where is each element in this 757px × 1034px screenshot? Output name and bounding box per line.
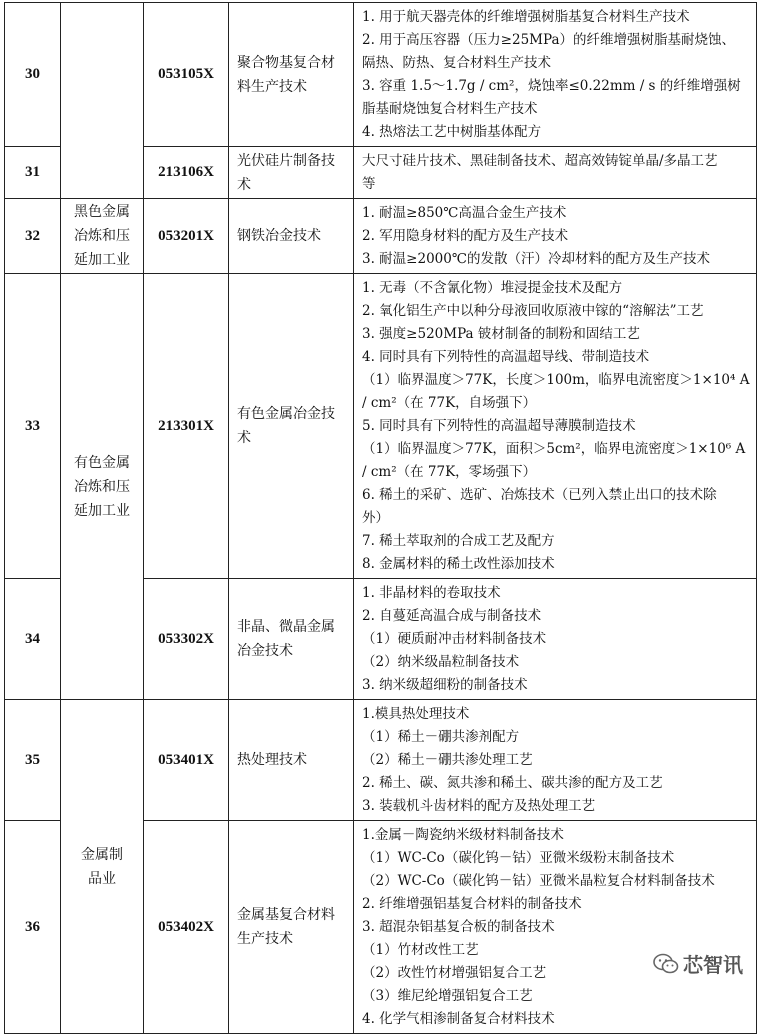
tech-description: [354, 147, 757, 199]
watermark-text: 芯智讯: [683, 953, 743, 977]
desc-line: 1.模具热处理技术: [362, 706, 470, 722]
row-number: 31: [5, 147, 61, 199]
row-number: 33: [5, 274, 61, 579]
desc-line: 3. 容重 1.5～1.7g / cm²，烧蚀率≤0.22mm / s 的纤维增强树: [362, 78, 741, 94]
desc-line: 1. 非晶材料的卷取技术: [362, 585, 501, 601]
tech-description: [354, 199, 757, 274]
table-row: [5, 3, 757, 147]
desc-line: （2）纳米级晶粒制备技术: [362, 654, 520, 670]
industry-cell: [61, 199, 144, 274]
desc-line: / cm²（在 77K，零场强下）: [362, 464, 537, 480]
desc-line: 3. 装载机斗齿材料的配方及热处理工艺: [362, 798, 596, 814]
industry-cell: [61, 700, 144, 1034]
row-number: 34: [5, 579, 61, 700]
tech-code: 053302X: [144, 579, 229, 700]
tech-name: 光伏硅片制备技术: [229, 147, 354, 199]
desc-line: 3. 纳米级超细粉的制备技术: [362, 677, 528, 693]
tech-code: 213106X: [144, 147, 229, 199]
desc-line: / cm²（在 77K，自场强下）: [362, 395, 537, 411]
desc-line: （2）稀土－硼共渗处理工艺: [362, 752, 533, 768]
tech-name: 有色金属冶金技术: [229, 274, 354, 579]
desc-line: （3）维尼纶增强铝复合工艺: [362, 988, 533, 1004]
tech-name: 钢铁冶金技术: [229, 199, 354, 274]
desc-line: （1）竹材改性工艺: [362, 942, 479, 958]
tech-name: 金属基复合材料生产技术: [229, 821, 354, 1034]
table-row: [5, 274, 757, 579]
desc-line: 3. 耐温≥2000℃的发散（汗）冷却材料的配方及生产技术: [362, 251, 710, 267]
row-number: 36: [5, 821, 61, 1034]
tech-name: 热处理技术: [229, 700, 354, 821]
tech-code: 053105X: [144, 3, 229, 147]
row-number: 30: [5, 3, 61, 147]
desc-line: 等: [362, 176, 376, 192]
desc-line: （2）改性竹材增强铝复合工艺: [362, 965, 547, 981]
table-row: [5, 700, 757, 821]
desc-line: 8. 金属材料的稀土改性添加技术: [362, 556, 555, 572]
desc-line: 4. 同时具有下列特性的高温超导线、带制造技术: [362, 349, 650, 365]
desc-line: 1. 用于航天器壳体的纤维增强树脂基复合材料生产技术: [362, 9, 690, 25]
tech-code: 053401X: [144, 700, 229, 821]
desc-line: （1）硬质耐冲击材料制备技术: [362, 631, 547, 647]
desc-line: 隔热、防热、复合材料生产技术: [362, 55, 551, 71]
industry-cell: [61, 274, 144, 700]
industry-cell: [61, 3, 144, 199]
desc-line: 外）: [362, 510, 389, 526]
watermark: [653, 949, 743, 978]
tech-name: 非晶、微晶金属冶金技术: [229, 579, 354, 700]
tech-description: [354, 700, 757, 821]
desc-line: （1）WC-Co（碳化钨－钴）亚微米级粉末制备技术: [362, 850, 675, 866]
desc-line: （1）稀土－硼共渗剂配方: [362, 729, 520, 745]
row-number: 35: [5, 700, 61, 821]
tech-description: [354, 274, 757, 579]
table-row: [5, 199, 757, 274]
desc-line: 2. 纤维增强铝基复合材料的制备技术: [362, 896, 582, 912]
desc-line: 3. 超混杂铝基复合板的制备技术: [362, 919, 555, 935]
desc-line: 2. 稀土、碳、氮共渗和稀土、碳共渗的配方及工艺: [362, 775, 663, 791]
desc-line: 5. 同时具有下列特性的高温超导薄膜制造技术: [362, 418, 636, 434]
tech-code: 053402X: [144, 821, 229, 1034]
tech-code: 213301X: [144, 274, 229, 579]
tech-code: 053201X: [144, 199, 229, 274]
tech-description: [354, 3, 757, 147]
desc-line: 4. 化学气相渗制备复合材料技术: [362, 1011, 555, 1027]
desc-line: 7. 稀土萃取剂的合成工艺及配方: [362, 533, 555, 549]
row-number: 32: [5, 199, 61, 274]
desc-line: 2. 氧化铝生产中以种分母液回收原液中镓的“溶解法”工艺: [362, 303, 704, 319]
tech-description: [354, 579, 757, 700]
desc-line: 脂基耐烧蚀复合材料生产技术: [362, 101, 538, 117]
desc-line: 6. 稀土的采矿、选矿、冶炼技术（已列入禁止出口的技术除: [362, 487, 717, 503]
desc-line: 1. 无毒（不含氰化物）堆浸提金技术及配方: [362, 280, 623, 296]
desc-line: 3. 强度≥520MPa 铍材制备的制粉和固结工艺: [362, 326, 640, 342]
technology-table: [4, 2, 757, 1034]
desc-line: 4. 热熔法工艺中树脂基体配方: [362, 124, 542, 140]
desc-line: 2. 军用隐身材料的配方及生产技术: [362, 228, 569, 244]
desc-line: （1）临界温度＞77K，面积＞5cm²，临界电流密度＞1×10⁶ A: [362, 441, 746, 457]
tech-name: 聚合物基复合材料生产技术: [229, 3, 354, 147]
desc-line: 1.金属－陶瓷纳米级材料制备技术: [362, 827, 564, 843]
desc-line: 2. 用于高压容器（压力≥25MPa）的纤维增强树脂基耐烧蚀、: [362, 32, 736, 48]
desc-line: （2）WC-Co（碳化钨－钴）亚微米晶粒复合材料制备技术: [362, 873, 715, 889]
wechat-icon: [653, 953, 679, 975]
industry-label: 有色金属冶炼和压延加工业: [74, 454, 130, 519]
industry-label: 黑色金属冶炼和压延加工业: [74, 204, 130, 268]
industry-label: 金属制品业: [81, 846, 123, 887]
desc-line: （1）临界温度＞77K，长度＞100m，临界电流密度＞1×10⁴ A: [362, 372, 750, 388]
desc-line: 1. 耐温≥850℃高温合金生产技术: [362, 205, 567, 221]
desc-line: 大尺寸硅片技术、黑硅制备技术、超高效铸锭单晶/多晶工艺: [362, 153, 718, 169]
desc-line: 2. 自蔓延高温合成与制备技术: [362, 608, 542, 624]
